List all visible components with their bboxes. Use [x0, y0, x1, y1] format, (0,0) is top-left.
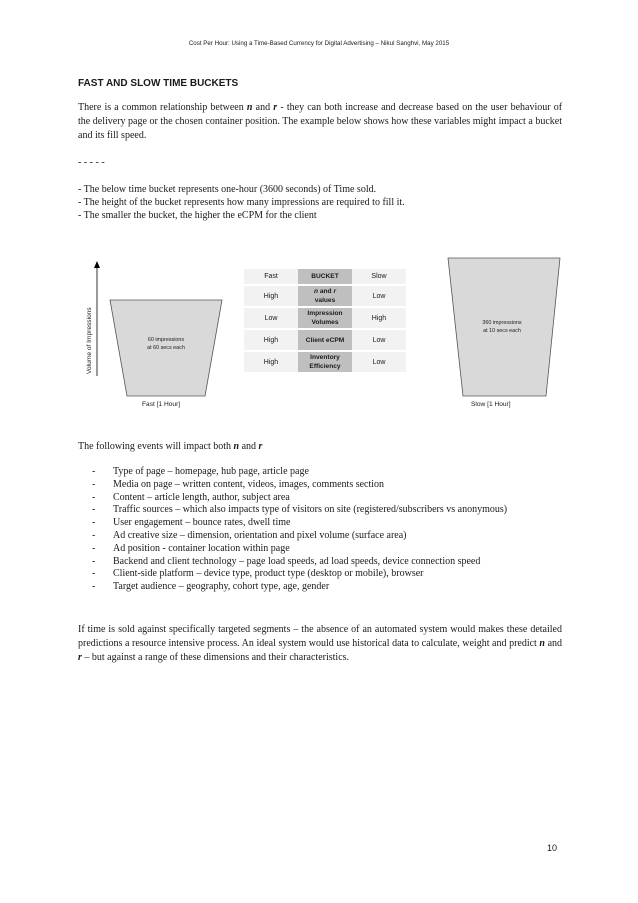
events-list: [92, 466, 562, 594]
table-cell: Low: [352, 286, 406, 306]
table-row: [244, 308, 406, 328]
events-intro: The following events will impact both n and r: [78, 441, 263, 452]
list-item: - Ad position - container location within page: [92, 543, 562, 556]
comparison-table: [244, 267, 406, 374]
note-line: - The smaller the bucket, the higher the eCPM for the client: [78, 210, 317, 221]
note-line: - The height of the bucket represents how many impressions are required to fill it.: [78, 197, 405, 208]
closing-paragraph: If time is sold against specifically targeted segments – the absence of an automated system would makes these detailed predictions a resource intensive process. An ideal system would use historical data to calculate, weight and predict n and r – but against a range of these dimensions and their characteristics.: [78, 624, 563, 663]
list-item: - Type of page – homepage, hub page, article page: [92, 466, 562, 479]
list-item: - Media on page – written content, videos, images, comments section: [92, 479, 562, 492]
y-axis-label: Volume of Impressions: [86, 307, 93, 374]
list-item: - Target audience – geography, cohort type, age, gender: [92, 581, 562, 594]
table-cell: Low: [244, 308, 298, 328]
table-cell: Client eCPM: [298, 330, 352, 350]
list-item: - Client-side platform – device type, product type (desktop or mobile), browser: [92, 568, 562, 581]
separator: - - - - -: [78, 157, 105, 168]
table-cell: n and r values: [298, 286, 352, 306]
y-axis-arrowhead: [94, 261, 100, 268]
table-cell: High: [352, 308, 406, 328]
fast-bucket-text: 60 impressions at 60 secs each: [147, 337, 185, 351]
table-cell: Low: [352, 352, 406, 372]
intro-paragraph: There is a common relationship between n and r - they can both increase and decrease based on the user behaviour of the delivery page or the chosen container position. The example below shows how these variables might impact a bucket and its fill speed.: [78, 102, 563, 141]
fast-bucket-caption: Fast [1 Hour]: [142, 401, 181, 408]
list-item: - User engagement – bounce rates, dwell time: [92, 517, 562, 530]
table-cell: Low: [352, 330, 406, 350]
table-cell: Slow: [352, 269, 406, 284]
table-cell: Inventory Efficiency: [298, 352, 352, 372]
list-item: - Ad creative size – dimension, orientation and pixel volume (surface area): [92, 530, 562, 543]
table-cell: High: [244, 286, 298, 306]
bucket-figure: [78, 256, 562, 416]
table-row: [244, 286, 406, 306]
table-cell: High: [244, 352, 298, 372]
list-item: - Content – article length, author, subject area: [92, 492, 562, 505]
table-row: [244, 269, 406, 284]
section-heading: FAST AND SLOW TIME BUCKETS: [78, 78, 239, 89]
note-line: - The below time bucket represents one-hour (3600 seconds) of Time sold.: [78, 184, 377, 195]
list-item: - Traffic sources – which also impacts type of visitors on site (registered/subscribers vs anonymous): [92, 504, 562, 517]
table-cell: BUCKET: [298, 269, 352, 284]
list-item: - Backend and client technology – page load speeds, ad load speeds, device connection speed: [92, 556, 562, 569]
slow-bucket-caption: Slow [1 Hour]: [471, 401, 511, 408]
table-row: [244, 330, 406, 350]
page-number: 10: [547, 843, 558, 853]
table-cell: Impression Volumes: [298, 308, 352, 328]
running-header: Cost Per Hour: Using a Time-Based Currency for Digital Advertising – Nikul Sanghvi, May 2015: [188, 40, 450, 47]
table-row: [244, 352, 406, 372]
table-cell: Fast: [244, 269, 298, 284]
table-cell: High: [244, 330, 298, 350]
slow-bucket-text: 360 impressions at 10 secs each: [482, 320, 522, 334]
